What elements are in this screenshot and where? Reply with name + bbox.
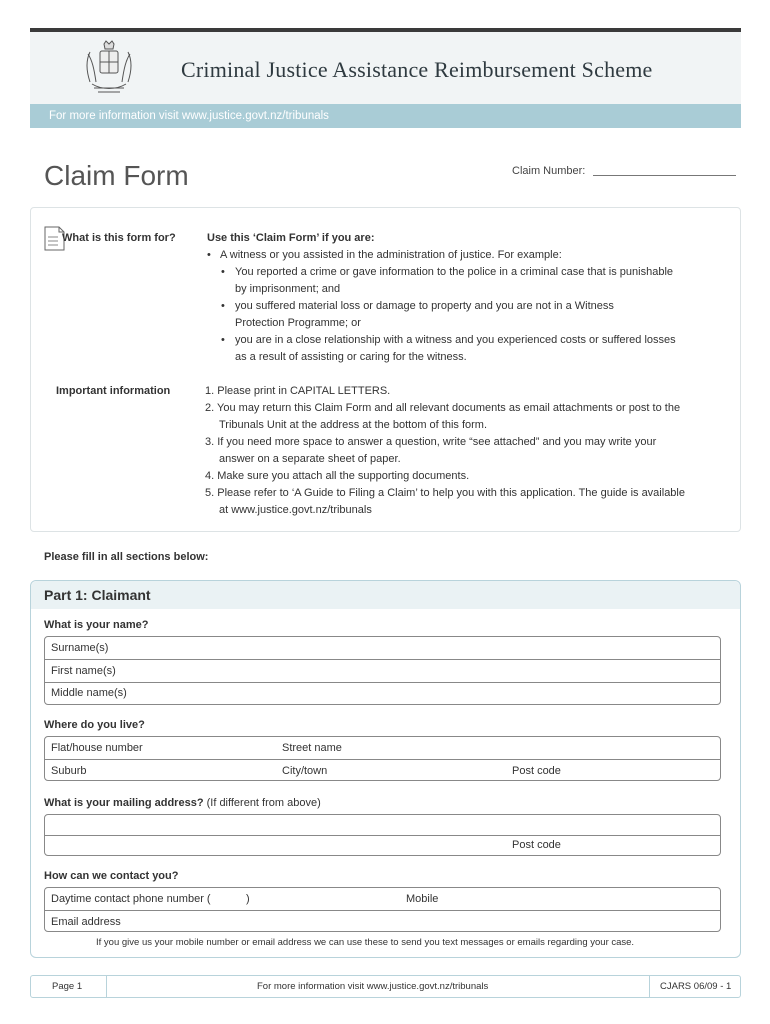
info-bar-text: For more information visit www.justice.govt.nz/tribunals [49, 110, 329, 122]
postcode-field[interactable]: Post code [512, 765, 561, 777]
question-mailing-text: What is your mailing address? [44, 797, 204, 809]
mailing-postcode-field[interactable]: Post code [512, 839, 561, 851]
question-name: What is your name? [44, 619, 149, 631]
footer-divider [649, 976, 650, 997]
info-item-5: 5. Please refer to ‘A Guide to Filing a Claim’ to help you with this application. The guide is available [205, 487, 685, 499]
info-item-5-cont: at www.justice.govt.nz/tribunals [219, 504, 372, 516]
info-item-2: 2. You may return this Claim Form and all relevant documents as email attachments or post to the [205, 402, 681, 414]
row-divider [45, 910, 720, 911]
footer-form-code: CJARS 06/09 - 1 [660, 981, 732, 992]
coat-of-arms-logo [78, 40, 140, 96]
use-form-heading: Use this ‘Claim Form’ if you are: [207, 232, 375, 244]
important-info-label: Important information [56, 385, 171, 397]
row-divider [45, 682, 720, 683]
sub-bullet-dot: • [221, 266, 225, 278]
first-name-field[interactable]: First name(s) [51, 665, 116, 677]
row-divider [45, 835, 720, 836]
sub-bullet-dot: • [221, 300, 225, 312]
footer-divider [106, 976, 107, 997]
document-title: Criminal Justice Assistance Reimbursement Scheme [181, 57, 653, 82]
mobile-field[interactable]: Mobile [406, 893, 439, 905]
footer-info: For more information visit www.justice.govt.nz/tribunals [257, 981, 489, 992]
please-fill-label: Please fill in all sections below: [44, 551, 209, 563]
question-mailing-note: (If different from above) [206, 797, 321, 809]
info-item-1: 1. Please print in CAPITAL LETTERS. [205, 385, 391, 397]
sub-bullet-relationship: you are in a close relationship with a witness and you experienced costs or suffered losses [235, 334, 676, 346]
sub-bullet-reported-cont: by imprisonment; and [235, 283, 341, 295]
bullet-dot: • [207, 249, 211, 261]
bullet-witness: A witness or you assisted in the administration of justice. For example: [220, 249, 562, 261]
mailing-address-box[interactable] [44, 814, 721, 856]
sub-bullet-loss-cont: Protection Programme; or [235, 317, 361, 329]
flat-house-field[interactable]: Flat/house number [51, 742, 143, 754]
sub-bullet-relationship-cont: as a result of assisting or caring for the witness. [235, 351, 467, 363]
row-divider [45, 759, 720, 760]
contact-fields-box [44, 887, 721, 932]
claim-number-label: Claim Number: [512, 165, 586, 177]
street-name-field[interactable]: Street name [282, 742, 342, 754]
claim-number-field[interactable] [593, 175, 736, 176]
email-field[interactable]: Email address [51, 916, 121, 928]
city-town-field[interactable]: City/town [282, 765, 328, 777]
info-item-3-cont: answer on a separate sheet of paper. [219, 453, 401, 465]
form-title: Claim Form [44, 160, 189, 191]
question-contact: How can we contact you? [44, 870, 179, 882]
part1-title: Part 1: Claimant [44, 587, 151, 603]
footer-page-number: Page 1 [52, 981, 83, 992]
info-item-3: 3. If you need more space to answer a question, write “see attached” and you may write your [205, 436, 657, 448]
middle-name-field[interactable]: Middle name(s) [51, 687, 127, 699]
contact-note: If you give us your mobile number or email address we can use these to send you text messages or emails regarding your case. [96, 937, 635, 948]
info-item-4: 4. Make sure you attach all the supporting documents. [205, 470, 470, 482]
sub-bullet-loss: you suffered material loss or damage to property and you are not in a Witness [235, 300, 614, 312]
address-fields-box [44, 736, 721, 781]
question-mailing [44, 797, 321, 809]
what-is-form-for-label: What is this form for? [62, 232, 176, 244]
question-live: Where do you live? [44, 719, 145, 731]
surname-field[interactable]: Surname(s) [51, 642, 109, 654]
daytime-phone-field[interactable]: Daytime contact phone number ( [51, 893, 211, 905]
info-item-2-cont: Tribunals Unit at the address at the bottom of this form. [219, 419, 487, 431]
suburb-field[interactable]: Suburb [51, 765, 87, 777]
phone-close-paren: ) [246, 893, 250, 905]
sub-bullet-dot: • [221, 334, 225, 346]
row-divider [45, 659, 720, 660]
name-fields-box [44, 636, 721, 705]
sub-bullet-reported: You reported a crime or gave information to the police in a criminal case that is punishable [235, 266, 674, 278]
